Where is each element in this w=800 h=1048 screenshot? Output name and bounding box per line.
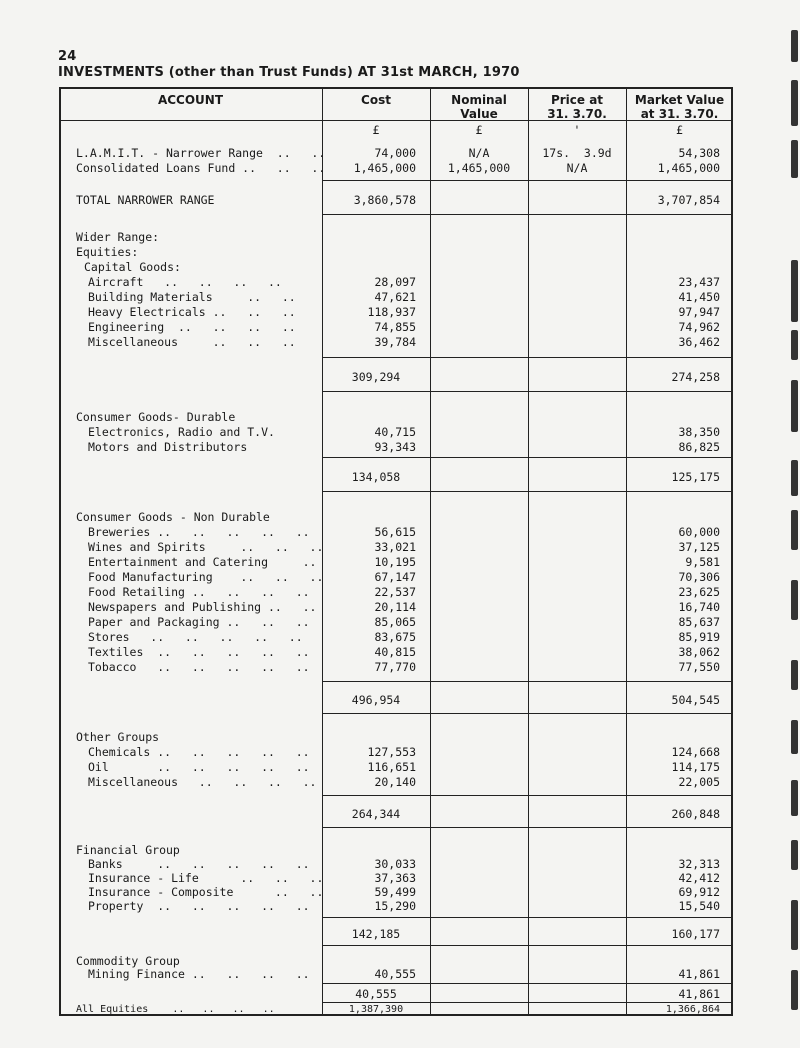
subtotal-rule: [322, 391, 733, 392]
subtotal-market: 504,545: [671, 693, 720, 707]
total-narrower-market: 3,707,854: [657, 193, 720, 207]
currency-market: £: [676, 123, 683, 137]
subtotal-cost: 134,058: [351, 470, 401, 484]
subtotal-rule: [322, 1002, 733, 1003]
subtotal-market: 41,861: [678, 987, 720, 1001]
subtotal-market: 125,175: [671, 470, 720, 484]
group-heading: Commodity Group: [76, 954, 180, 968]
subtotal-rule: [322, 713, 733, 714]
col-header-price: Price at 31. 3.70.: [547, 93, 607, 121]
col-header-market: Market Value at 31. 3.70.: [634, 93, 725, 121]
total-narrower-label: TOTAL NARROWER RANGE: [76, 193, 215, 207]
subtotal-rule: [322, 983, 733, 984]
total-rule: [322, 214, 733, 215]
subtotal-rule: [322, 795, 733, 796]
subtotal-market: 260,848: [671, 807, 720, 821]
group-heading: Consumer Goods- Durable: [76, 410, 236, 424]
currency-cost: £: [372, 123, 380, 137]
subtotal-market: 160,177: [671, 927, 720, 941]
page-title: INVESTMENTS (other than Trust Funds) AT 31st MARCH, 1970: [58, 65, 520, 80]
subtotal-cost: 264,344: [351, 807, 401, 821]
total-rule: [322, 180, 733, 181]
subtotal-rule: [322, 827, 733, 828]
subtotal-cost: 309,294: [351, 370, 401, 384]
col-header-cost: Cost: [361, 93, 391, 107]
group-heading: Consumer Goods - Non Durable: [76, 510, 270, 524]
column-divider: [430, 87, 431, 1016]
subtotal-market: 274,258: [671, 370, 720, 384]
group-heading: Capital Goods:: [84, 260, 181, 274]
col-header-account: ACCOUNT: [157, 93, 224, 107]
col-header-nominal: Nominal Value: [451, 93, 507, 121]
subtotal-rule: [322, 357, 733, 358]
subtotal-rule: [322, 457, 733, 458]
subtotal-cost: 496,954: [351, 693, 401, 707]
group-heading: Other Groups: [76, 730, 160, 744]
currency-nominal: £: [475, 123, 483, 137]
subtotal-rule: [322, 917, 733, 918]
currency-price: ': [573, 123, 581, 137]
section-heading: Wider Range:: [76, 230, 160, 244]
page-number: 24: [58, 49, 77, 64]
group-heading: Financial Group: [76, 843, 180, 857]
subtotal-rule: [322, 681, 733, 682]
column-divider: [528, 87, 529, 1016]
subtotal-rule: [322, 491, 733, 492]
subtotal-cost: 142,185: [351, 927, 401, 941]
total-narrower-cost: 3,860,578: [353, 193, 416, 207]
subtotal-rule: [322, 945, 733, 946]
subtotal-cost: 40,555: [355, 987, 397, 1001]
section-heading: Equities:: [76, 245, 139, 259]
